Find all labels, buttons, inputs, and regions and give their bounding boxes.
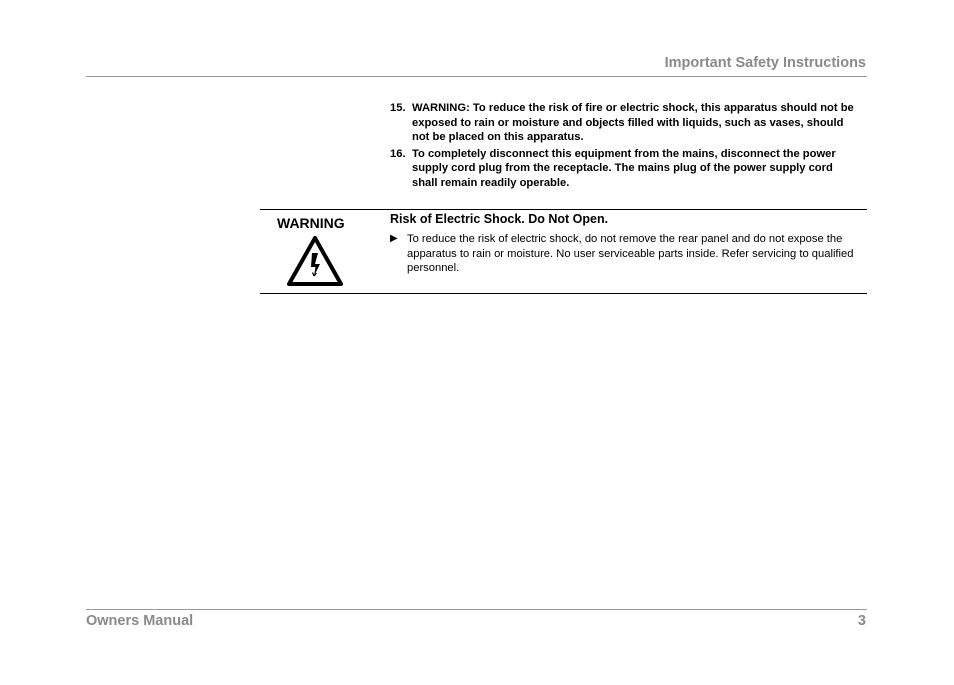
warning-bullet-text: To reduce the risk of electric shock, do not remove the rear panel and do not expose the apparatus to rain or moisture. No user serviceable parts inside. Refer servicing to qualified personnel.: [407, 233, 854, 275]
bullet-arrow-icon: ▶: [390, 233, 398, 244]
instruction-number: 15.: [390, 102, 406, 114]
safety-instructions-list: [390, 101, 860, 193]
electric-shock-warning-icon: [287, 236, 343, 287]
footer-divider: [86, 609, 867, 610]
warning-label: WARNING: [277, 215, 345, 231]
instruction-text: To completely disconnect this equipment from the mains, disconnect the power supply cord plug from the receptacle. The mains plug of the power supply cord shall remain readily operable.: [412, 147, 836, 189]
instruction-item: [390, 101, 860, 145]
warning-box: [260, 209, 867, 294]
page-number: 3: [857, 613, 866, 629]
footer-title: Owners Manual: [86, 613, 194, 629]
instruction-item: [390, 147, 860, 191]
warning-heading: Risk of Electric Shock. Do Not Open.: [390, 212, 609, 226]
instruction-number: 16.: [390, 147, 406, 160]
page-header-title: Important Safety Instructions: [664, 55, 866, 71]
instruction-text: WARNING: To reduce the risk of fire or electric shock, this apparatus should not be exposed to rain or moisture and objects filled with liquids, such as vases, should not be placed on this apparatus.: [412, 102, 854, 144]
header-divider: [86, 76, 867, 77]
warning-bullet: [390, 232, 868, 276]
